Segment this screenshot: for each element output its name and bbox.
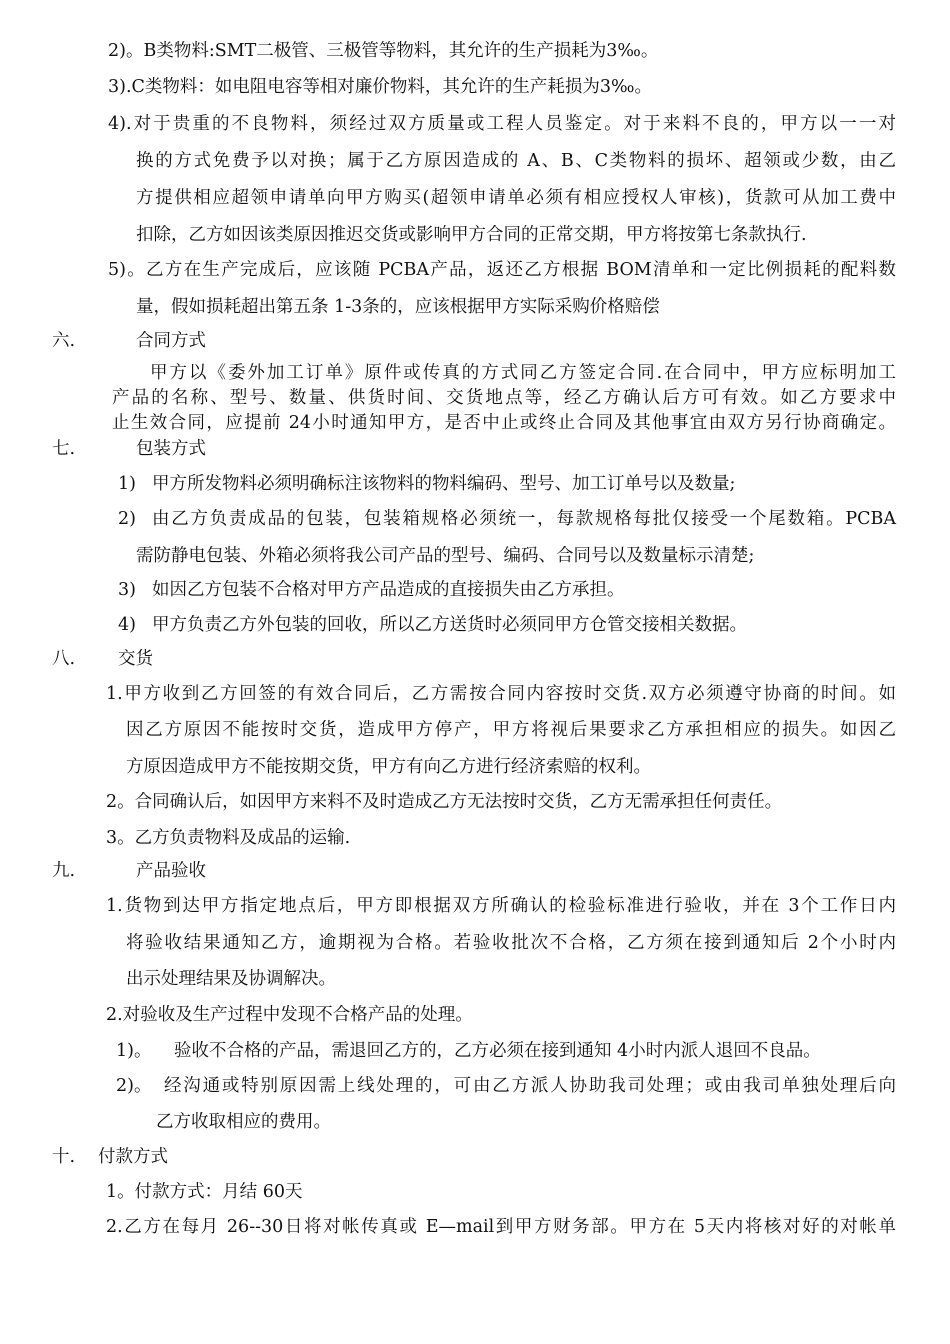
section-9-item2-sub1-number: 1)。 [116,1041,152,1061]
section-8-item1-line1: 1.甲方收到乙方回签的有效合同后，乙方需按合同内容按时交货.双方必须遵守协商的时间。如 [106,684,896,704]
section-8-item2: 2。合同确认后，如因甲方来料不及时造成乙方无法按时交货，乙方无需承担任何责任。 [106,792,783,812]
section-9-item2-sub2-line1: 经沟通或特别原因需上线处理的，可由乙方派人协助我司处理；或由我司单独处理后向 [164,1076,896,1096]
section-7-item2-line2: 需防静电包装、外箱必须将我公司产品的型号、编码、合同号以及数量标示清楚; [136,546,755,566]
clause-5-item-b: 2)。B类物料:SMT二极管、三极管等物料，其允许的生产损耗为3‰。 [108,41,659,61]
section-7-number: 七. [52,439,76,459]
section-8-item1-line2: 因乙方原因不能按时交货，造成甲方停产，甲方将视后果要求乙方承担相应的损失。如因乙 [126,720,896,740]
section-7-item1: 甲方所发物料必须明确标注该物料的物料编码、型号、加工订单号以及数量; [152,474,736,494]
clause-5-item-4-line3: 方提供相应超领申请单向甲方购买(超领申请单必须有相应授权人审核)，货款可从加工费中 [136,188,896,208]
section-9-item1-line2: 将验收结果通知乙方，逾期视为合格。若验收批次不合格，乙方须在接到通知后 2个小时内 [126,933,896,953]
section-7-item2-line1: 由乙方负责成品的包装，包装箱规格必须统一，每款规格每批仅接受一个尾数箱。PCBA [152,509,896,529]
section-8-item1-line3: 方原因造成甲方不能按期交货，甲方有向乙方进行经济索赔的权利。 [126,757,651,777]
section-9-item1-line1: 1.货物到达甲方指定地点后，甲方即根据双方所确认的检验标准进行验收，并在 3个工作日内 [106,896,896,916]
section-7-item1-number: 1) [118,474,136,494]
section-7-item4-number: 4) [118,615,136,635]
clause-5-item-5-line2: 量，假如损耗超出第五条 1-3条的，应该根据甲方实际采购价格赔偿 [136,297,660,317]
section-9-item2-sub2-line2: 乙方收取相应的费用。 [156,1112,331,1132]
section-6-line2: 产品的名称、型号、数量、供货时间、交货地点等，经乙方确认后方可有效。如乙方要求中 [112,388,896,408]
section-7-item4: 甲方负责乙方外包装的回收，所以乙方送货时必须同甲方仓管交接相关数据。 [152,615,747,635]
section-10-heading: 付款方式 [98,1147,168,1167]
clause-5-item-5-line1: 5)。乙方在生产完成后，应该随 PCBA产品，返还乙方根据 BOM清单和一定比例损耗的配料数 [108,260,896,280]
section-6-line1: 甲方以《委外加工订单》原件或传真的方式同乙方签定合同.在合同中，甲方应标明加工 [150,363,896,383]
section-6-number: 六. [52,331,76,351]
section-7-heading: 包装方式 [136,439,206,459]
clause-5-item-c: 3).C类物料：如电阻电容等相对廉价物料，其允许的生产耗损为3‰。 [108,77,653,97]
clause-5-item-4-line2: 换的方式免费予以对换；属于乙方原因造成的 A、B、C类物料的损坏、超领或少数，由乙 [136,151,896,171]
section-6-heading: 合同方式 [136,331,206,351]
section-7-item3: 如因乙方包装不合格对甲方产品造成的直接损失由乙方承担。 [152,580,625,600]
section-9-number: 九. [52,861,76,881]
section-8-heading: 交货 [118,649,153,669]
clause-5-item-4-line1: 4).对于贵重的不良物料，须经过双方质量或工程人员鉴定。对于来料不良的，甲方以一一对 [108,114,896,134]
section-7-item2-number: 2) [118,509,136,529]
section-9-item2-sub2-number: 2)。 [116,1076,152,1096]
section-9-item1-line3: 出示处理结果及协调解决。 [126,969,336,989]
section-8-number: 八. [52,649,76,669]
section-9-item2: 2.对验收及生产过程中发现不合格产品的处理。 [106,1005,473,1025]
section-6-line3: 止生效合同，应提前 24小时通知甲方，是否中止或终止合同及其他事宜由双方另行协商确定。 [112,413,896,433]
section-10-item2: 2.乙方在每月 26--30日将对帐传真或 E—mail到甲方财务部。甲方在 5天内将核对好的对帐单 [106,1217,896,1237]
clause-5-item-4-line4: 扣除，乙方如因该类原因推迟交货或影响甲方合同的正常交期，甲方将按第七条款执行. [136,225,807,245]
section-10-item1: 1。付款方式：月结 60天 [106,1182,303,1202]
section-10-number: 十. [52,1147,76,1167]
section-7-item3-number: 3) [118,580,136,600]
section-9-heading: 产品验收 [136,861,206,881]
section-9-item2-sub1: 验收不合格的产品，需退回乙方的，乙方必须在接到通知 4小时内派人退回不良品。 [174,1041,821,1061]
section-8-item3: 3。乙方负责物料及成品的运输. [106,828,351,848]
